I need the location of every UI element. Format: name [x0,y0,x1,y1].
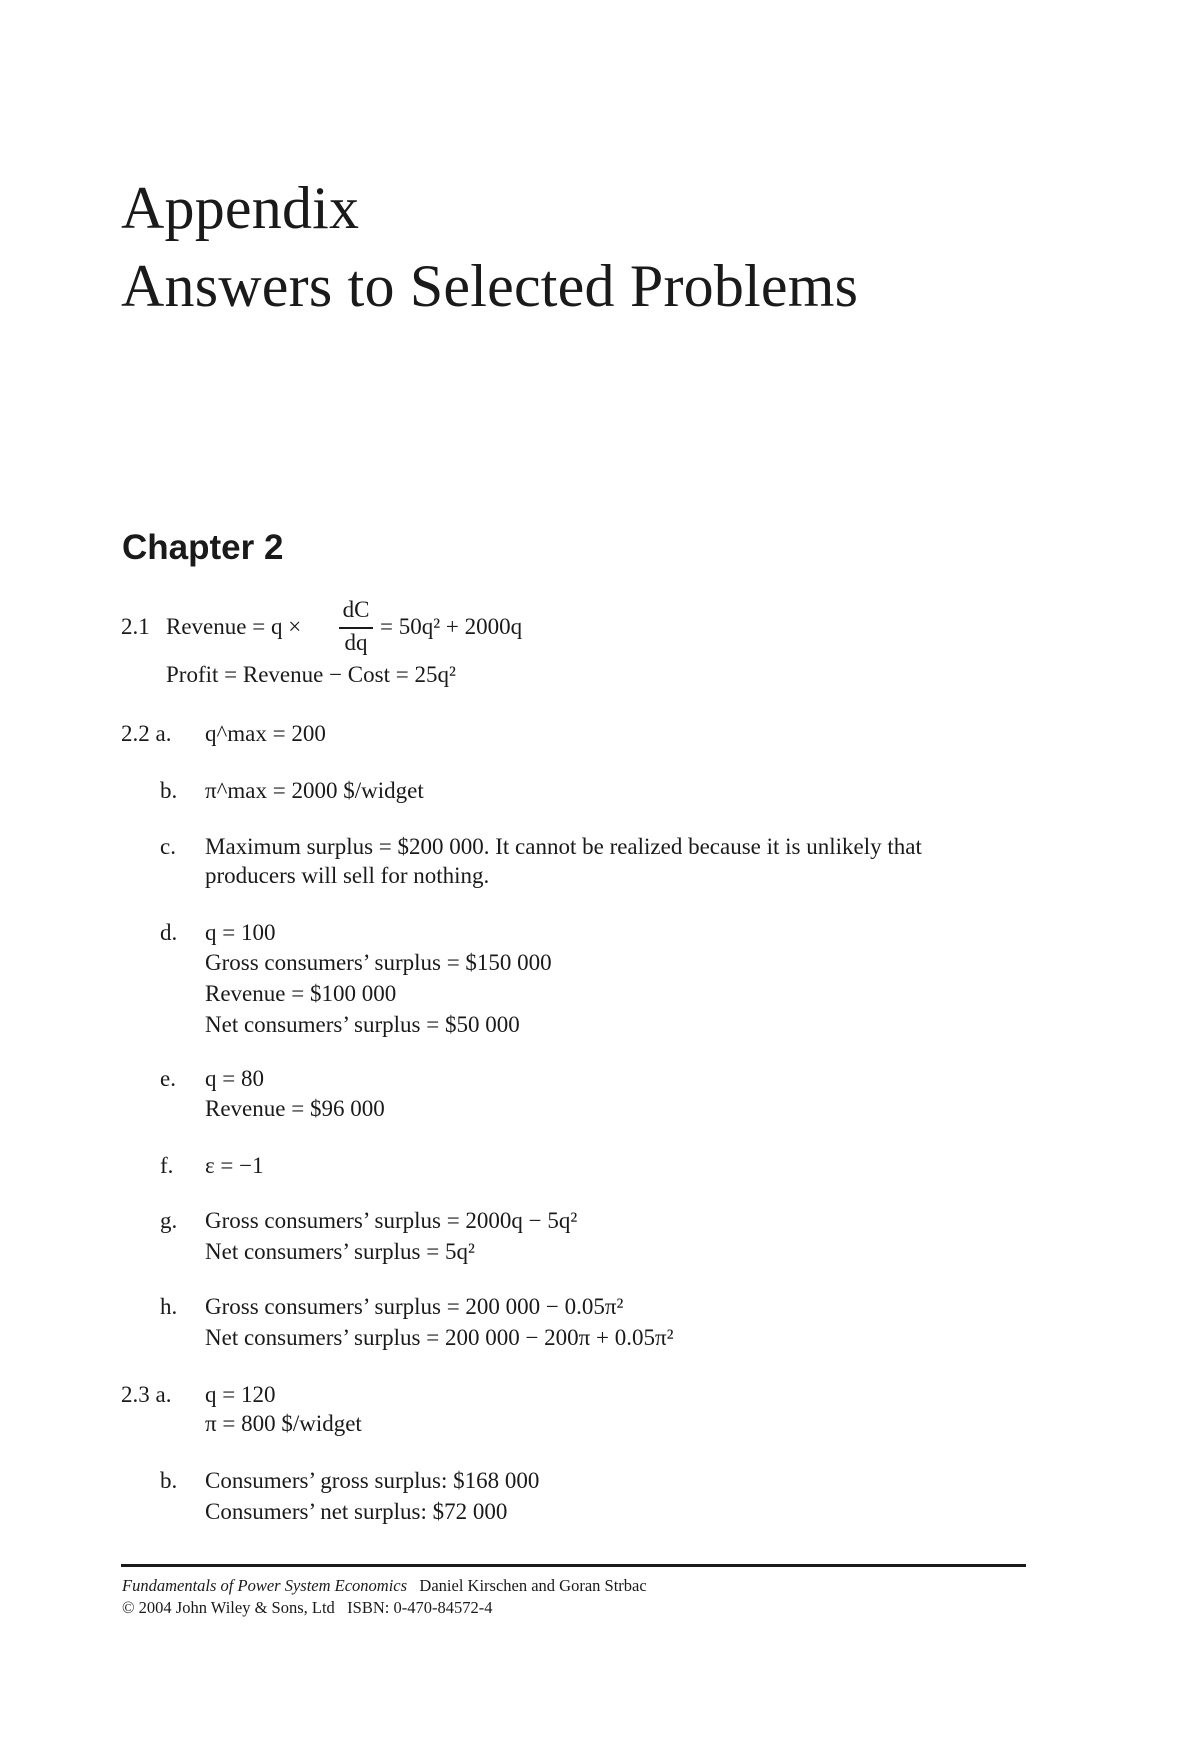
problem-2-2c-label: c. [160,834,176,859]
chapter-heading: Chapter 2 [122,528,284,567]
problem-2-2g-line1: Gross consumers’ surplus = 2000q − 5q² [205,1208,578,1233]
footer-rule [121,1564,1026,1567]
problem-2-2d-line2: Gross consumers’ surplus = $150 000 [205,950,552,975]
footer-book-line [122,1576,647,1596]
footer-isbn: ISBN: 0-470-84572-4 [347,1598,493,1617]
problem-2-3b-line2: Consumers’ net surplus: $72 000 [205,1499,508,1524]
problem-2-2a-answer: q^max = 200 [205,721,326,746]
problem-2-1-revenue-lhs: Revenue = q × [166,614,302,639]
problem-2-2f-answer: ε = −1 [205,1153,264,1178]
problem-2-3b-label: b. [160,1468,178,1493]
fraction-numerator: dC [342,597,370,622]
problem-2-2b-answer: π^max = 2000 $/widget [205,778,424,803]
problem-2-2e-line1: q = 80 [205,1066,264,1091]
problem-2-3b-line1: Consumers’ gross surplus: $168 000 [205,1468,540,1493]
problem-2-2d-label: d. [160,920,178,945]
problem-2-1-revenue-rhs: = 50q² + 2000q [380,614,523,639]
appendix-subtitle: Answers to Selected Problems [121,253,859,319]
problem-2-2-label: 2.2 a. [121,721,172,746]
problem-2-2g-label: g. [160,1208,178,1233]
problem-2-2c-line2: producers will sell for nothing. [205,863,490,888]
footer-copyright: © 2004 John Wiley & Sons, Ltd [122,1598,335,1617]
problem-2-2e-label: e. [160,1066,176,1091]
problem-2-1-profit: Profit = Revenue − Cost = 25q² [166,662,456,687]
footer-copyright-line [122,1598,492,1618]
problem-2-3a-line1: q = 120 [205,1382,276,1407]
footer-authors: Daniel Kirschen and Goran Strbac [419,1576,647,1595]
problem-2-2g-line2: Net consumers’ surplus = 5q² [205,1239,475,1264]
problem-2-3a-line2: π = 800 $/widget [205,1411,362,1436]
problem-2-2f-label: f. [160,1153,174,1178]
footer-book-title: Fundamentals of Power System Economics [122,1576,408,1595]
problem-2-2c-line1: Maximum surplus = $200 000. It cannot be realized because it is unlikely that [205,834,922,859]
problem-2-2d-line3: Revenue = $100 000 [205,981,397,1006]
appendix-title: Appendix [121,175,360,241]
problem-2-2e-line2: Revenue = $96 000 [205,1096,385,1121]
fraction-bar [339,627,373,629]
problem-2-2b-label: b. [160,778,178,803]
problem-2-2d-line4: Net consumers’ surplus = $50 000 [205,1012,520,1037]
problem-2-1-label: 2.1 [121,614,150,639]
problem-2-2d-line1: q = 100 [205,920,276,945]
problem-2-2h-label: h. [160,1294,178,1319]
problem-2-3-label: 2.3 a. [121,1382,172,1407]
problem-2-2h-line1: Gross consumers’ surplus = 200 000 − 0.05π² [205,1294,624,1319]
problem-2-2h-line2: Net consumers’ surplus = 200 000 − 200π + 0.05π² [205,1325,674,1350]
fraction-denominator: dq [344,630,368,655]
